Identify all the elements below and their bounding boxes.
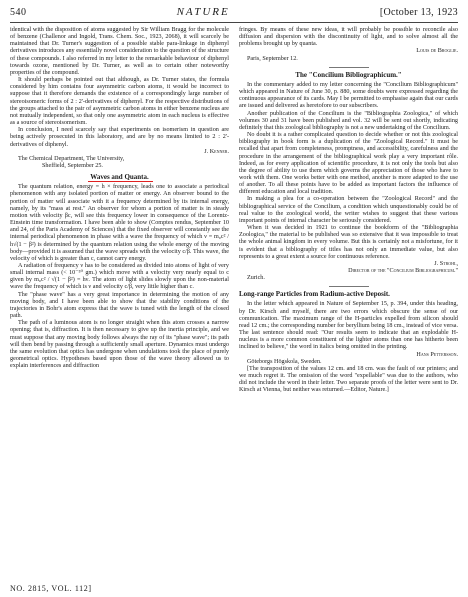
- article-title-concilium: The "Concilium Bibliographicum.": [295, 70, 402, 79]
- editor-note: [The transposition of the values 12 cm. and 18 cm. was the fault of our printers; and we much regret it. The omission of the word "expellable" was due to the authors, who did not include the word in their letter. Two separate proofs of the letter were sent to Dr. Kirsch at Vienna, but neither was returned.—Editor, Nature.]: [239, 365, 458, 394]
- dateline: Zurich.: [247, 275, 265, 282]
- issue-date: [October 13, 1923: [379, 7, 458, 18]
- paragraph: The quantum relation, energy = h × frequency, leads one to associate a periodical phenomenon with any isolated portion of matter or energy. An observer bound to the portion of matter will associate with it a frequency determined by its internal energy, namely, by its "mass at rest." An observer for whom a portion of matter is in steady motion with velocity βc, will see this frequency lower in consequence of the Lorentz-Einstein time transformation. I have been able to show (Comptes rendus, September 10 and 24, of the Paris Academy of Sciences) that the fixed observer will constantly see the internal periodical phenomenon in phase with a wave the frequency of which ν = m₀c² / h√(1 − β²) is determined by the quantum relation using the whole energy of the moving body—provided it is assumed that the wave spreads with the velocity c/β. This wave, the velocity of which is greater than c, cannot carry energy.: [10, 184, 229, 262]
- signature-kenner: J. Kenner.: [204, 148, 229, 155]
- dateline: Paris, September 12.: [247, 55, 298, 62]
- page-footer: NO. 2815, VOL. 112]: [10, 584, 92, 593]
- signature-de-broglie: Louis de Broglie.: [416, 48, 458, 55]
- paragraph: Another publication of the Concilium is the "Bibliographia Zoologica," of which volumes 30 and 31 have been published and vol. 32 will be sent out shortly, indicating definitely that this zoological bibliography is not a new undertaking of the Concilium.: [239, 110, 458, 131]
- highlighted-title: [90, 174, 149, 181]
- signature-pettersson: Hans Pettersson.: [416, 351, 458, 358]
- left-column: [10, 27, 229, 395]
- paragraph: A radiation of frequency ν has to be considered as divided into atoms of light of very small internal mass (< 10⁻⁵⁰ gm.) which move with a velocity very nearly equal to c given by m₀c² / √(1 − β²) = hν. The atom of light slides slowly upon the non-material wave the frequency of which is ν and velocity c/β, very little higher than c.: [10, 263, 229, 291]
- paragraph: In the commentary added to my letter concerning the "Concilium Bibliographicum" which appeared in Nature of June 30, p. 880, some doubts were expressed regarding the continuous appearance of its cards. May I be permitted to emphasise again that our cards are issued and delivered as heretofore to our subscribers.: [239, 81, 458, 110]
- signature-role: Director of the "Concilium Bibliographicum.": [348, 268, 458, 274]
- red-underline-mark: [88, 181, 153, 183]
- waves-title-text: Waves and Quanta.: [90, 173, 149, 182]
- paragraph: When it was decided in 1921 to continue the bookform of the "Bibliographia Zoologica," the material to be published was so extensive that it was impossible to treat the whole animal kingdom in every volume. But this is certainly not a misfortune, for it is evident that a bibliography of titles has not only an immediate value, but also represents to a great extent a source for continuous reference.: [239, 225, 458, 260]
- signature-strohl: J. Strohl,: [434, 260, 458, 267]
- paragraph: No doubt it is a rather complicated question to decide whether or not this zoological bibliography in book form is a duplication of the "Zoological Record." It must be recalled that apart from completeness, promptness, and accessibility, carefulness and the procedure in the arrangement of the bibliographical work play a very important rôle. Indeed, as for every application of scientific procedure, it is not only the tools but also the degree of ability to use them which governs the appreciation of those who have to work with them. One works better with one method, another is more adapted to the use of another. To all these points have to be added as important factors the influence of different education and local tradition.: [239, 132, 458, 196]
- page-header: [10, 6, 458, 23]
- paragraph: fringes. By means of these new ideas, it will probably be possible to reconcile also diffusion and dispersion with the discontinuity of light, and to solve almost all the problems brought up by quanta.: [239, 27, 458, 48]
- article-title-waves: [10, 174, 229, 181]
- paragraph: In the letter which appeared in Nature of September 15, p. 394, under this heading, by Dr. Kirsch and myself, there are two errors which obscure the sense of our communication. The maximum range of the H-particles expelled from silicon should read 12 cm.; the corresponding number for beryllium being 18 cm., instead of vice versa. The last sentence should read: "Our results seem to indicate that an explodable H-nucleus is a more common constituent of the lighter atoms than one has hitherto been inclined to believe," the word in italics being omitted in the printing.: [239, 301, 458, 351]
- journal-title: NATURE: [176, 6, 230, 18]
- article-title-long-range: Long-range Particles from Radium-active Deposit.: [239, 290, 390, 299]
- paragraph: In making a plea for a co-operation between the "Zoological Record" and the bibliographical service of the Concilium, a condition which unquestionably could be of real value to the zoological world, the writer wishes to suggest that these various important points of internal character be seriously considered.: [239, 196, 458, 224]
- paragraph: In conclusion, I need scarcely say that experiments on isomerism in question are being actively prosecuted in this laboratory, and are by no means limited to 2 : 2'-derivatives of diphenyl.: [10, 127, 229, 148]
- right-column: [239, 27, 458, 395]
- paragraph: The path of a luminous atom is no longer straight when this atom crosses a narrow opening; that is, diffraction. It is then necessary to give up the inertia principle, and we must suppose that any moving body follows always the ray of its "phase wave"; its path will then bend by passing through a sufficiently small aperture. Dynamics must undergo the same evolution that optics has undergone when undulations took the place of purely geometrical optics. Hypotheses based upon those of the wave theory allowed us to explain interferences and diffraction: [10, 320, 229, 370]
- section-divider: [329, 286, 369, 287]
- address-line: Sheffield, September 25.: [42, 162, 103, 169]
- dateline: Göteborgs Högskola, Sweden.: [247, 358, 322, 365]
- address-line: The Chemical Department, The University,: [18, 155, 125, 162]
- paragraph: It should perhaps be pointed out that although, as Dr. Turner states, the formula considered by him contains four asymmetric carbon atoms, it would be incorrect to suppose that it therefore demands the existence of a correspondingly large number of stereoisomeric forms of 2 : 2'-derivatives of diphenyl. For the respective distributions of the groups attached to the pair of asymmetric carbon atoms in either benzene nucleus are not mutually independent, so that only one asymmetric atom in each nucleus is effective as a source of stereoisomerism.: [10, 77, 229, 127]
- paragraph: The "phase wave" has a very great importance in determining the motion of any moving body, and I have been able to show that the stability conditions of the trajectories in Bohr's atom express that the wave is tuned with the length of the closed path.: [10, 291, 229, 320]
- section-divider: [329, 67, 369, 68]
- page-number: 540: [10, 7, 27, 18]
- paragraph: identical with the disposition of atoms suggested by Sir William Bragg for the molecule of benzene (Challenor and Ingold, Trans. Chem. Soc., 1923, 2068), it will scarcely be maintained that Dr. Turner's suggestion of a possible stable para-linkage in diphenyl derivatives introduces any essentially novel consideration to the question of the structure of these compounds. I also referred in my letter to the remarkable behaviour of diphenyl towards ozone, mentioned by Dr. Turner, as well as to certain other noteworthy properties of the compound.: [10, 27, 229, 76]
- two-column-body: [10, 27, 458, 395]
